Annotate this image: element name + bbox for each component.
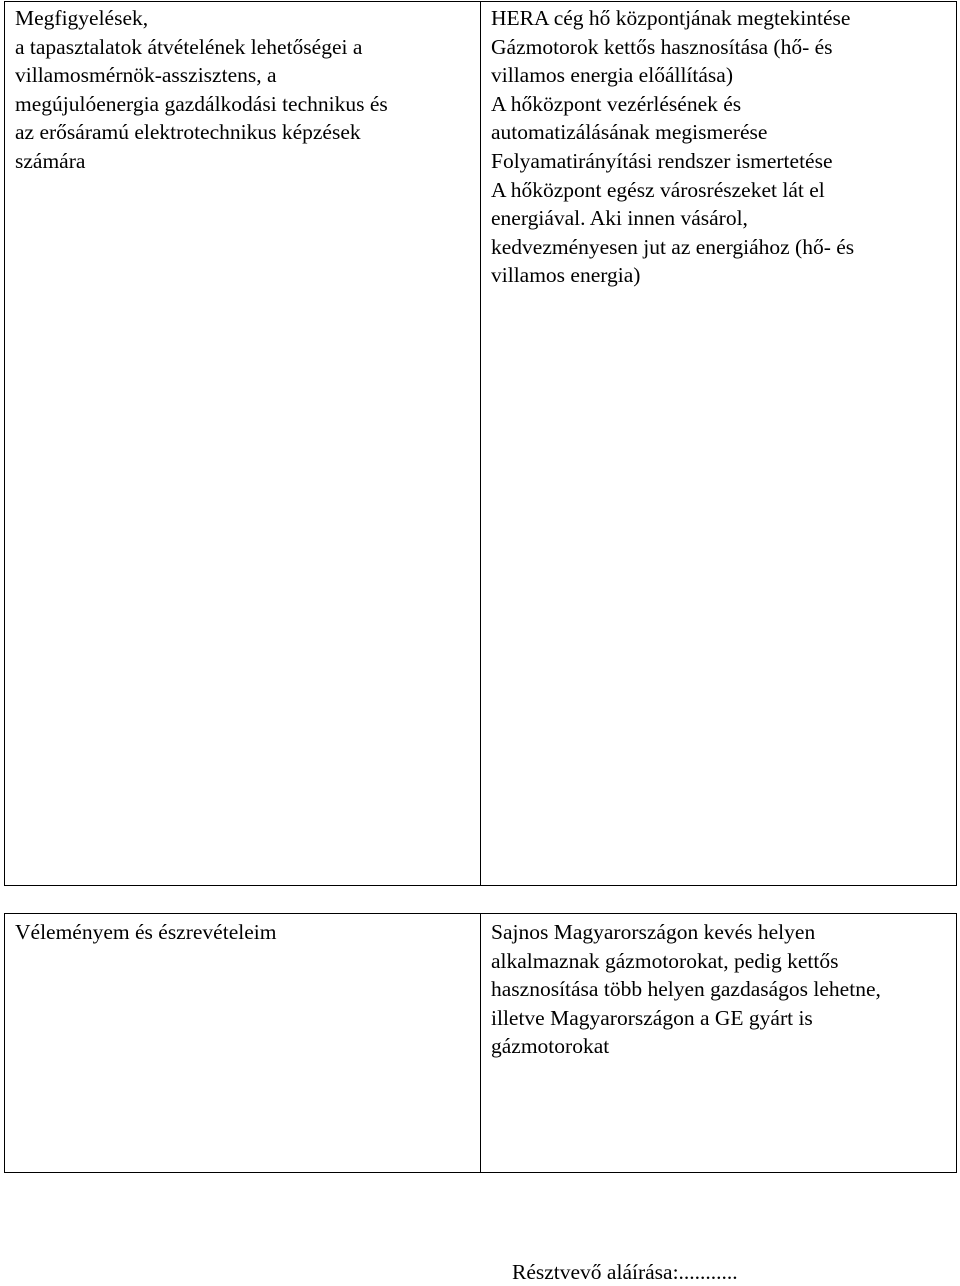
opinion-content-line: gázmotorokat: [491, 1034, 610, 1059]
observations-content-line: A hőközpont vezérlésének és: [491, 91, 742, 116]
opinion-label-line: Véleményem és észrevételeim: [15, 920, 277, 944]
opinion-content-line: Sajnos Magyarországon kevés helyen: [491, 920, 816, 944]
observations-content-line: Gázmotorok kettős hasznosítása (hő- és: [491, 34, 833, 59]
observations-label-cell: [5, 2, 481, 886]
observations-table: [4, 1, 957, 886]
opinion-content-cell: [481, 914, 957, 1173]
observations-content-line: villamos energia): [491, 263, 641, 288]
observations-label-line: számára: [15, 148, 86, 173]
observations-content-line: HERA cég hő központjának megtekintése: [491, 6, 851, 30]
observations-content-line: automatizálásának megismerése: [491, 120, 768, 145]
observations-label-line: megújulóenergia gazdálkodási technikus és: [15, 91, 388, 116]
observations-content-line: energiával. Aki innen vásárol,: [491, 206, 748, 231]
observations-content-cell: [481, 2, 957, 886]
opinion-label-cell: [5, 914, 481, 1173]
observations-label-line: Megfigyelések,: [15, 6, 149, 30]
observations-content-line: Folyamatirányítási rendszer ismertetése: [491, 148, 833, 173]
opinion-row: [5, 914, 957, 1173]
opinion-content-line: alkalmaznak gázmotorokat, pedig kettős: [491, 948, 839, 973]
observations-content-line: A hőközpont egész városrészeket lát el: [491, 177, 825, 202]
opinion-content-line: illetve Magyarországon a GE gyárt is: [491, 1005, 813, 1030]
participant-signature-line: Résztvevő aláírása:...........: [512, 1260, 738, 1284]
observations-row: [5, 2, 957, 886]
observations-content-line: kedvezményesen jut az energiához (hő- és: [491, 234, 855, 259]
observations-content-line: villamos energia előállítása): [491, 63, 733, 88]
opinion-content-line: hasznosítása több helyen gazdaságos lehetne,: [491, 977, 881, 1002]
observations-label-line: villamosmérnök-asszisztens, a: [15, 63, 277, 88]
observations-label-line: a tapasztalatok átvételének lehetőségei a: [15, 34, 363, 59]
observations-label-line: az erősáramú elektrotechnikus képzések: [15, 120, 361, 145]
opinion-table: [4, 913, 957, 1173]
